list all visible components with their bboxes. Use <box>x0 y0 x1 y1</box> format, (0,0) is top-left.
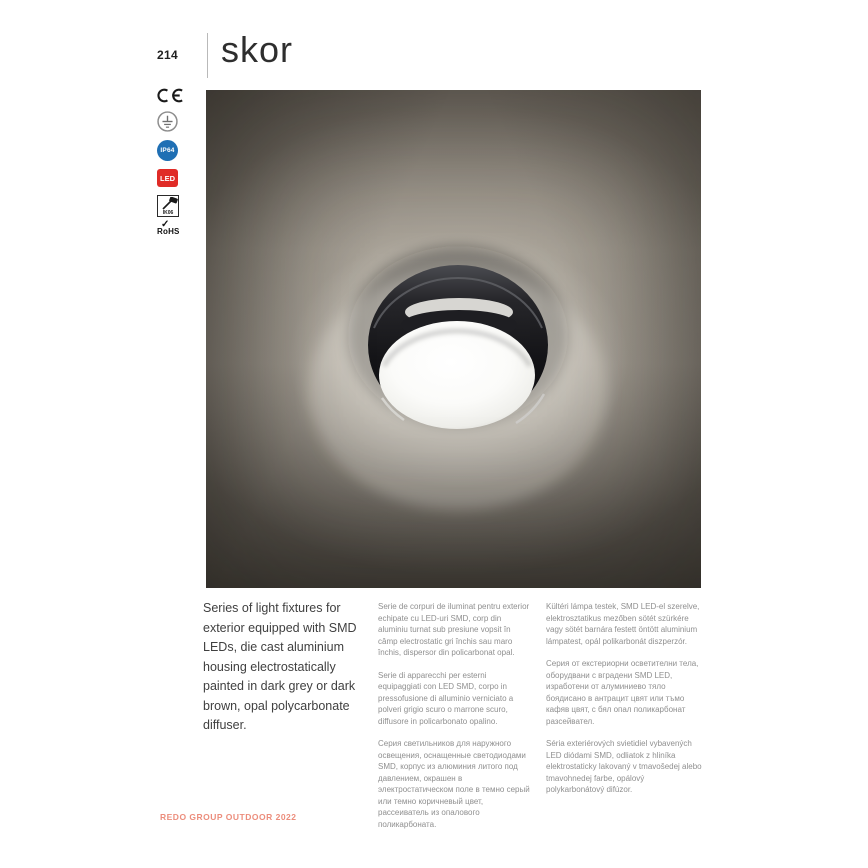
description-hungarian: Kültéri lámpa testek, SMD LED-el szerelve, elektrosztatikus mezőben sötét szürkére vagy sötét barnára festett öntött aluminium lámpatest, opál polikarbonát diszperzór. <box>546 602 700 646</box>
page-title: skor <box>221 29 294 70</box>
led-badge-icon <box>157 169 178 187</box>
description-column-1 <box>378 601 531 841</box>
rohs-label: RoHS <box>157 227 180 236</box>
description-slovak: Séria exteriérových svietidiel vybavených LED diódami SMD, odliatok z hliníka elektrostaticky lakovaný v tmavošedej alebo tmavohnedej farbe, opálový polykarbonátový difúzor. <box>546 739 702 794</box>
rohs-icon <box>157 219 180 236</box>
rohs-check-icon: ✓ <box>161 219 170 230</box>
ik06-label: IK06 <box>162 210 174 216</box>
ip64-label: IP64 <box>160 147 175 154</box>
light-fixture-illustration <box>206 90 701 588</box>
page-number: 214 <box>157 48 178 62</box>
product-photo <box>206 90 701 588</box>
ground-class-icon <box>157 111 178 132</box>
certification-column <box>157 88 185 236</box>
description-english: Series of light fixtures for exterior equipped with SMD LEDs, die cast aluminium housing electrostatically painted in dark grey or dark brown, opal polycarbonate diffuser. <box>203 601 357 732</box>
description-column-2 <box>546 601 704 807</box>
led-label: LED <box>160 173 175 183</box>
description-romanian: Serie de corpuri de iluminat pentru exterior echipate cu LED-uri SMD, corp din aluminiu turnat sub presiune vopsit în câmp electrostatic gri închis sau maro închis, dispersor din policarbonat opal. <box>378 602 530 657</box>
description-bulgarian: Серия от екстериорни осветителни тела, оборудвани с вградени SMD LED, изработени от алуминиево тяло боядисано в антрацит цвят или тъмо кафяв цвят, с бял опал поликарбонат разсейвател. <box>546 659 699 726</box>
ip64-badge-icon <box>157 140 178 161</box>
ce-mark-icon <box>157 88 184 103</box>
header-divider <box>207 33 208 78</box>
description-russian: Серия светильников для наружного освещения, оснащенные светодиодами SMD, корпус из алюминия литого под давлением, окрашен в электростатическом поле в темно серый или темно коричневый цвет, рассеиватель из опалового поликарбоната. <box>378 739 530 829</box>
ik06-impact-icon <box>157 195 179 217</box>
description-italian: Serie di apparecchi per esterni equipaggiati con LED SMD, corpo in pressofusione di alluminio verniciato a polveri grigio scuro o marrone scuro, diffusore in policarbonato opalino. <box>378 670 514 726</box>
footer-text: REDO GROUP OUTDOOR 2022 <box>160 812 297 822</box>
